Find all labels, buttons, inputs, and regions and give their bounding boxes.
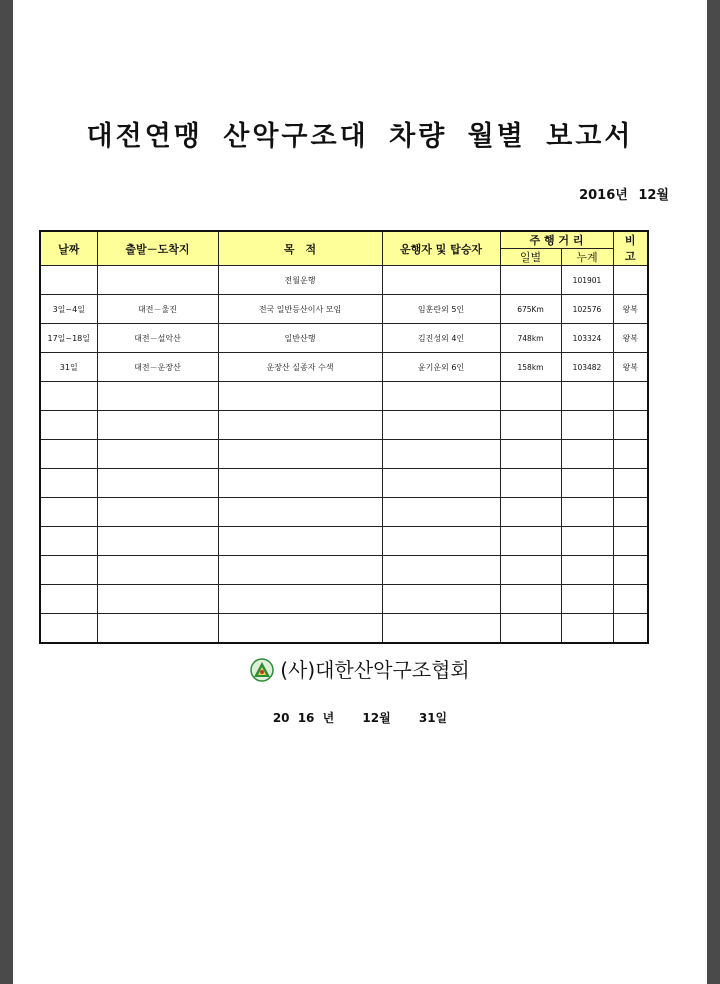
cell-remarks: [613, 498, 648, 527]
table-row: [40, 527, 648, 556]
cell-date: [40, 382, 97, 411]
cell-monthly: [500, 614, 561, 644]
cell-date: [40, 440, 97, 469]
cell-cumulative: [561, 411, 613, 440]
cell-route: [97, 382, 218, 411]
header-passengers: 운행자 및 탑승자: [382, 231, 500, 266]
mountain-rescue-logo-icon: [250, 658, 274, 687]
cell-route: [97, 527, 218, 556]
cell-passengers: 김진성외 4인: [382, 324, 500, 353]
cell-route: [97, 498, 218, 527]
cell-remarks: [613, 440, 648, 469]
cell-purpose: [218, 527, 382, 556]
cell-route: [97, 266, 218, 295]
cell-cumulative: [561, 585, 613, 614]
signature-month: 12월: [362, 711, 391, 725]
cell-monthly: [500, 527, 561, 556]
cell-purpose: [218, 382, 382, 411]
cell-remarks: [613, 469, 648, 498]
cell-cumulative: [561, 382, 613, 411]
cell-date: [40, 411, 97, 440]
cell-monthly: [500, 266, 561, 295]
cell-cumulative: 101901: [561, 266, 613, 295]
cell-passengers: [382, 411, 500, 440]
cell-purpose: 전국 일반등산이사 모임: [218, 295, 382, 324]
table-row: [40, 324, 648, 353]
cell-remarks: [613, 556, 648, 585]
cell-remarks: [613, 614, 648, 644]
table-row: [40, 585, 648, 614]
cell-purpose: [218, 585, 382, 614]
cell-date: 3일~4일: [40, 295, 97, 324]
report-table-body: [40, 266, 648, 644]
cell-monthly: [500, 411, 561, 440]
report-year: 2016년: [579, 188, 628, 203]
cell-purpose: [218, 498, 382, 527]
header-remarks: 비 고: [613, 231, 648, 266]
cell-passengers: [382, 382, 500, 411]
cell-date: 17일~18일: [40, 324, 97, 353]
header-monthly: 일별: [500, 249, 561, 266]
table-row: [40, 469, 648, 498]
table-row: [40, 440, 648, 469]
report-title: 대전연맹 산악구조대 차량 월별 보고서: [86, 121, 634, 152]
cell-cumulative: 102576: [561, 295, 613, 324]
organization-name: (사)대한산악구조협회: [280, 658, 470, 682]
cell-purpose: [218, 556, 382, 585]
vehicle-report-table: [39, 230, 649, 644]
cell-monthly: [500, 556, 561, 585]
cell-cumulative: [561, 498, 613, 527]
cell-route: [97, 440, 218, 469]
organization-footer: [13, 654, 707, 687]
cell-route: [97, 585, 218, 614]
cell-monthly: [500, 469, 561, 498]
cell-monthly: 675Km: [500, 295, 561, 324]
cell-cumulative: [561, 527, 613, 556]
header-purpose: 목 적: [218, 231, 382, 266]
cell-passengers: [382, 585, 500, 614]
cell-monthly: [500, 382, 561, 411]
cell-passengers: [382, 469, 500, 498]
cell-purpose: [218, 469, 382, 498]
cell-monthly: [500, 498, 561, 527]
cell-passengers: 임훈란외 5인: [382, 295, 500, 324]
table-row: [40, 353, 648, 382]
signature-year: 20 16 년: [272, 711, 335, 725]
cell-purpose: [218, 440, 382, 469]
table-row: [40, 556, 648, 585]
header-date: 날짜: [40, 231, 97, 266]
cell-purpose: [218, 411, 382, 440]
cell-remarks: 왕복: [613, 295, 648, 324]
table-row: [40, 614, 648, 644]
cell-passengers: [382, 498, 500, 527]
cell-date: [40, 585, 97, 614]
cell-passengers: 윤기운외 6인: [382, 353, 500, 382]
cell-cumulative: 103324: [561, 324, 613, 353]
table-row: [40, 498, 648, 527]
cell-remarks: [613, 527, 648, 556]
signature-day: 31일: [418, 711, 448, 725]
cell-route: [97, 556, 218, 585]
cell-cumulative: [561, 614, 613, 644]
cell-purpose: 운장산 실종자 수색: [218, 353, 382, 382]
table-row: [40, 411, 648, 440]
table-row: [40, 295, 648, 324]
cell-passengers: [382, 440, 500, 469]
cell-cumulative: [561, 469, 613, 498]
table-row: [40, 266, 648, 295]
header-distance: 주 행 거 리: [500, 231, 613, 249]
cell-monthly: [500, 585, 561, 614]
cell-date: [40, 556, 97, 585]
cell-date: [40, 266, 97, 295]
cell-route: [97, 411, 218, 440]
cell-date: [40, 614, 97, 644]
cell-remarks: [613, 266, 648, 295]
cell-purpose: [218, 614, 382, 644]
cell-monthly: 748km: [500, 324, 561, 353]
cell-purpose: 일반산행: [218, 324, 382, 353]
table-row: [40, 382, 648, 411]
cell-cumulative: 103482: [561, 353, 613, 382]
cell-date: 31일: [40, 353, 97, 382]
cell-date: [40, 498, 97, 527]
cell-cumulative: [561, 440, 613, 469]
cell-passengers: [382, 614, 500, 644]
cell-route: 대전－울진: [97, 295, 218, 324]
cell-date: [40, 469, 97, 498]
header-route: 출발－도착지: [97, 231, 218, 266]
cell-purpose: 전월운행: [218, 266, 382, 295]
cell-route: [97, 469, 218, 498]
cell-monthly: 158km: [500, 353, 561, 382]
cell-route: [97, 614, 218, 644]
cell-remarks: 왕복: [613, 353, 648, 382]
cell-remarks: [613, 585, 648, 614]
report-month: 12월: [638, 188, 669, 203]
cell-route: 대전－운장산: [97, 353, 218, 382]
signature-date: [13, 709, 707, 726]
cell-passengers: [382, 266, 500, 295]
header-cumulative: 누계: [561, 249, 613, 266]
cell-route: 대전－설악산: [97, 324, 218, 353]
cell-cumulative: [561, 556, 613, 585]
cell-date: [40, 527, 97, 556]
cell-passengers: [382, 556, 500, 585]
cell-remarks: 왕복: [613, 324, 648, 353]
cell-passengers: [382, 527, 500, 556]
cell-remarks: [613, 411, 648, 440]
report-date: [573, 184, 669, 203]
cell-monthly: [500, 440, 561, 469]
cell-remarks: [613, 382, 648, 411]
